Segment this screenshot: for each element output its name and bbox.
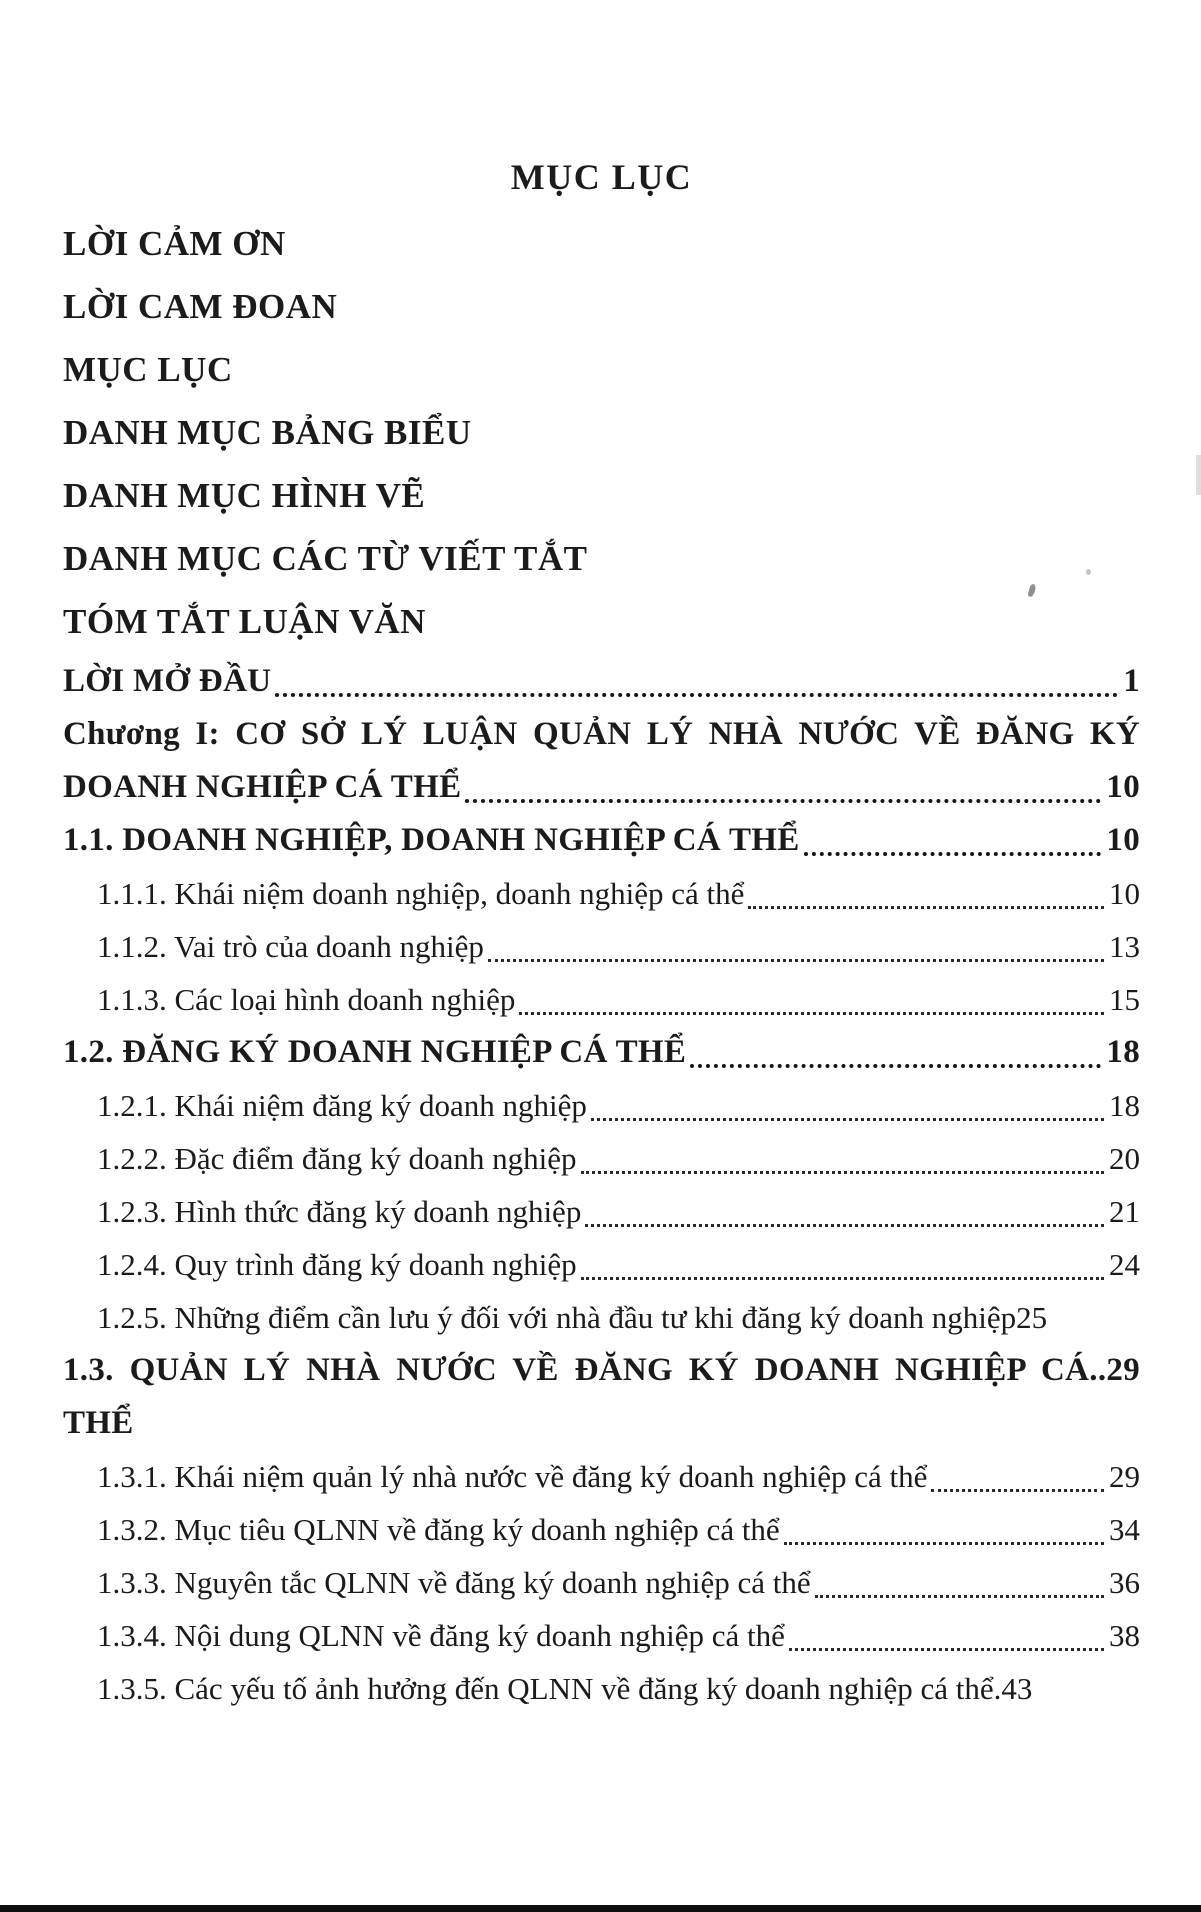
toc-entry-page: 1 [1123, 663, 1140, 699]
toc-entry-page: 13 [1109, 929, 1140, 964]
toc-entry [63, 920, 1140, 973]
toc-entry [63, 1291, 1140, 1344]
toc-entry-page: 15 [1109, 982, 1140, 1017]
toc-entry-label: 1.2.5. Những điểm cần lưu ý đối với nhà đầu tư khi đăng ký doanh nghiệp [97, 1300, 1017, 1335]
toc-entry-page: 18 [1106, 1034, 1140, 1070]
toc-entry-page: 43 [1001, 1671, 1033, 1706]
toc-entry-label: 1.1.3. Các loại hình doanh nghiệp [97, 982, 516, 1017]
scan-speck-edge [1196, 455, 1201, 495]
front-matter-item: LỜI CẢM ƠN [63, 224, 286, 263]
toc-entry-page: 25 [1016, 1300, 1048, 1335]
front-matter-item: DANH MỤC HÌNH VẼ [63, 476, 426, 515]
toc-entry [63, 1503, 1140, 1556]
front-matter-item: DANH MỤC CÁC TỪ VIẾT TẮT [63, 539, 588, 578]
toc-entry-page: 29 [1106, 1352, 1140, 1388]
dot-leader [748, 867, 1104, 920]
dot-leader [581, 1238, 1104, 1291]
toc-entry [63, 973, 1140, 1026]
front-matter-item: TÓM TẮT LUẬN VĂN [63, 602, 426, 641]
toc-entry-chapter-line1: Chương I: CƠ SỞ LÝ LUẬN QUẢN LÝ NHÀ NƯỚC VỀ ĐĂNG KÝ [63, 716, 1140, 752]
toc-entry [63, 1132, 1140, 1185]
page-title: MỤC LỤC [510, 157, 693, 197]
dot-leader [931, 1450, 1104, 1503]
toc-list [63, 655, 1140, 1715]
toc-entry-label: 1.1.1. Khái niệm doanh nghiệp, doanh nghiệp cá thể [97, 876, 745, 911]
toc-entry [63, 1344, 1140, 1450]
toc-entry-page: 36 [1109, 1565, 1140, 1600]
dot-leader [784, 1503, 1104, 1556]
front-matter-list [63, 212, 1140, 653]
toc-entry [63, 814, 1140, 867]
toc-entry-separator: . [993, 1671, 1002, 1706]
toc-entry [63, 1450, 1140, 1503]
dot-leader [789, 1609, 1104, 1662]
front-matter-item: DANH MỤC BẢNG BIỂU [63, 413, 472, 452]
toc-entry [63, 867, 1140, 920]
toc-entry [63, 655, 1140, 708]
toc-entry-label: 1.1. DOANH NGHIỆP, DOANH NGHIỆP CÁ THỂ [63, 822, 800, 858]
toc-entry-page: 29 [1109, 1459, 1140, 1494]
toc-entry-separator: .. [1089, 1352, 1107, 1388]
toc-entry-page: 18 [1109, 1088, 1140, 1123]
toc-entry-label: LỜI MỞ ĐẦU [63, 663, 272, 699]
toc-entry [63, 1079, 1140, 1132]
dot-leader [804, 814, 1102, 867]
toc-entry [63, 1609, 1140, 1662]
dot-leader [488, 920, 1104, 973]
toc-entry-label: 1.2.2. Đặc điểm đăng ký doanh nghiệp [97, 1141, 577, 1176]
toc-entry-label: 1.1.2. Vai trò của doanh nghiệp [97, 929, 484, 964]
toc-entry-label: 1.3.5. Các yếu tố ảnh hưởng đến QLNN về đăng ký doanh nghiệp cá thể [97, 1671, 994, 1706]
toc-entry-label: 1.3.2. Mục tiêu QLNN về đăng ký doanh nghiệp cá thể [97, 1512, 780, 1547]
dot-leader [465, 761, 1101, 814]
toc-entry-page: 21 [1109, 1194, 1140, 1229]
scan-edge-strip [0, 1905, 1201, 1912]
toc-entry-label: 1.2. ĐĂNG KÝ DOANH NGHIỆP CÁ THỂ [63, 1034, 687, 1070]
toc-entry-page: 10 [1106, 822, 1140, 858]
toc-content [63, 0, 1140, 1715]
toc-entry-page: 10 [1109, 876, 1140, 911]
toc-entry [63, 1185, 1140, 1238]
toc-entry [63, 1026, 1140, 1079]
toc-entry-label: 1.2.3. Hình thức đăng ký doanh nghiệp [97, 1194, 582, 1229]
dot-leader [519, 973, 1104, 1026]
toc-entry [63, 1662, 1140, 1715]
dot-leader [585, 1185, 1104, 1238]
toc-entry-page: 38 [1109, 1618, 1140, 1653]
toc-entry-label: 1.3.4. Nội dung QLNN về đăng ký doanh nghiệp cá thể [97, 1618, 785, 1653]
toc-entry-chapter-line2 [63, 761, 1140, 814]
scan-speck-dot [1086, 569, 1091, 575]
dot-leader [815, 1556, 1104, 1609]
toc-entry-label: 1.2.4. Quy trình đăng ký doanh nghiệp [97, 1247, 577, 1282]
toc-entry [63, 1238, 1140, 1291]
toc-entry-page: 20 [1109, 1141, 1140, 1176]
toc-entry [63, 1556, 1140, 1609]
toc-entry-page: 34 [1109, 1512, 1140, 1547]
dot-leader [591, 1079, 1104, 1132]
toc-entry-label: 1.2.1. Khái niệm đăng ký doanh nghiệp [97, 1088, 587, 1123]
front-matter-item: MỤC LỤC [63, 350, 233, 389]
toc-entry-label: DOANH NGHIỆP CÁ THỂ [63, 769, 462, 805]
toc-entry-page: 10 [1106, 769, 1140, 805]
dot-leader [275, 655, 1118, 708]
front-matter-item: LỜI CAM ĐOAN [63, 287, 338, 326]
dot-leader [690, 1026, 1101, 1079]
toc-entry-label: 1.3.1. Khái niệm quản lý nhà nước về đăng ký doanh nghiệp cá thể [97, 1459, 928, 1494]
toc-entry-label: 1.3.3. Nguyên tắc QLNN về đăng ký doanh nghiệp cá thể [97, 1565, 811, 1600]
toc-entry-page: 24 [1109, 1247, 1140, 1282]
dot-leader [581, 1132, 1104, 1185]
toc-entry-label: 1.3. QUẢN LÝ NHÀ NƯỚC VỀ ĐĂNG KÝ DOANH NGHIỆP CÁ THỂ [63, 1352, 1090, 1441]
